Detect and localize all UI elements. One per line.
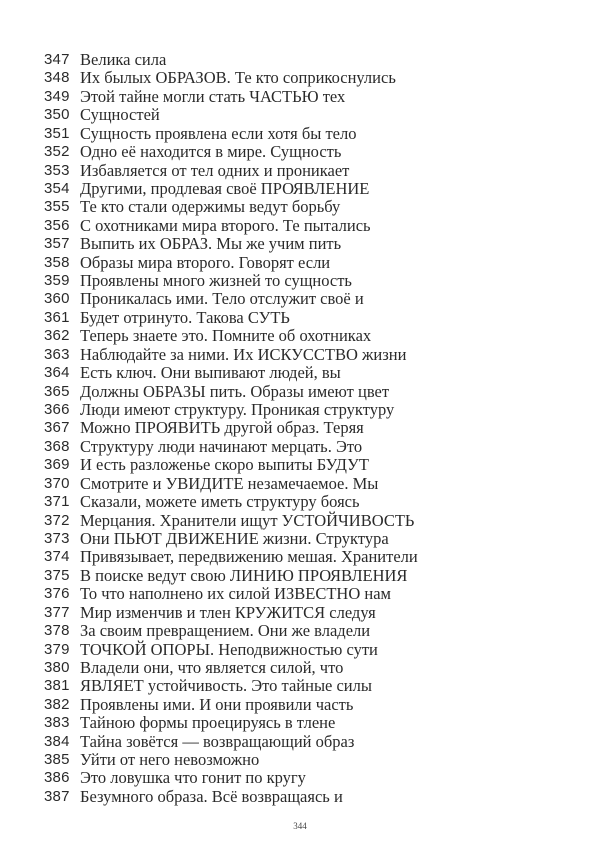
text-line <box>0 180 600 198</box>
line-number: 366 <box>44 401 70 419</box>
text-line <box>0 383 600 401</box>
text-line <box>0 235 600 253</box>
line-text: Тайною формы проецируясь в тлене <box>80 713 336 733</box>
line-text: Сказали, можете иметь структуру боясь <box>80 492 360 512</box>
line-text: Выпить их ОБРАЗ. Мы же учим пить <box>80 234 342 254</box>
line-text: ТОЧКОЙ ОПОРЫ. Неподвижностью сути <box>80 639 378 659</box>
line-number: 363 <box>44 345 70 363</box>
text-line <box>0 585 600 603</box>
line-text: Привязывает, передвижению мешая. Хранители <box>80 547 418 567</box>
text-line <box>0 217 600 235</box>
line-number: 356 <box>44 216 70 234</box>
line-text: За своим превращением. Они же владели <box>80 621 371 641</box>
line-number: 360 <box>44 290 70 308</box>
line-number: 348 <box>44 69 70 87</box>
line-number: 349 <box>44 87 70 105</box>
text-line <box>0 143 600 161</box>
line-text: Структуру люди начинают мерцать. Это <box>80 436 363 456</box>
text-line <box>0 659 600 677</box>
text-line <box>0 290 600 308</box>
line-number: 386 <box>44 769 70 787</box>
line-text: Проявлены ими. И они проявили часть <box>80 694 354 714</box>
line-number: 367 <box>44 419 70 437</box>
line-number: 361 <box>44 308 70 326</box>
text-line <box>0 733 600 751</box>
line-number: 359 <box>44 272 70 290</box>
page-number: 344 <box>293 821 307 831</box>
line-text: Одно её находится в мире. Сущность <box>80 142 342 162</box>
line-number: 347 <box>44 51 70 68</box>
line-number: 377 <box>44 603 70 621</box>
line-text: Это ловушка что гонит по кругу <box>80 768 306 788</box>
line-text: Другими, продлевая своё ПРОЯВЛЕНИЕ <box>80 178 370 198</box>
text-line <box>0 751 600 769</box>
line-number: 373 <box>44 529 70 547</box>
text-line <box>0 769 600 787</box>
line-number: 380 <box>44 658 70 676</box>
text-line <box>0 401 600 419</box>
line-text: Проникалась ими. Тело отслужит своё и <box>80 289 364 309</box>
text-line <box>0 88 600 106</box>
line-number: 375 <box>44 566 70 584</box>
line-number: 364 <box>44 364 70 382</box>
text-line <box>0 622 600 640</box>
line-text: Уйти от него невозможно <box>80 750 260 770</box>
text-line <box>0 530 600 548</box>
line-text: Наблюдайте за ними. Их ИСКУССТВО жизни <box>80 344 407 364</box>
text-line <box>0 69 600 87</box>
line-number: 352 <box>44 143 70 161</box>
line-number: 358 <box>44 253 70 271</box>
text-line <box>0 346 600 364</box>
line-number: 355 <box>44 198 70 216</box>
line-text: Тайна зовётся — возвращающий образ <box>80 731 355 751</box>
line-text: Велика сила <box>80 50 167 69</box>
line-text: Смотрите и УВИДИТЕ незамечаемое. Мы <box>80 473 379 493</box>
line-number: 384 <box>44 732 70 750</box>
line-text: Они ПЬЮТ ДВИЖЕНИЕ жизни. Структура <box>80 528 389 548</box>
text-line <box>0 162 600 180</box>
text-line <box>0 696 600 714</box>
line-text: Сущность проявлена если хотя бы тело <box>80 123 357 143</box>
line-text: Мерцания. Хранители ищут УСТОЙЧИВОСТЬ <box>80 510 415 530</box>
line-text: В поиске ведут свою ЛИНИЮ ПРОЯВЛЕНИЯ <box>80 565 408 585</box>
text-line <box>0 419 600 437</box>
text-line <box>0 272 600 290</box>
poem-lines <box>0 51 600 806</box>
text-line <box>0 327 600 345</box>
line-text: Проявлены много жизней то сущность <box>80 271 352 291</box>
line-text: Мир изменчив и тлен КРУЖИТСЯ следуя <box>80 602 376 622</box>
text-line <box>0 641 600 659</box>
line-number: 365 <box>44 382 70 400</box>
line-text: Можно ПРОЯВИТЬ другой образ. Теряя <box>80 418 364 438</box>
line-number: 350 <box>44 106 70 124</box>
text-line <box>0 475 600 493</box>
text-line <box>0 364 600 382</box>
line-number: 379 <box>44 640 70 658</box>
line-text: То что наполнено их силой ИЗВЕСТНО нам <box>80 584 391 604</box>
line-number: 362 <box>44 327 70 345</box>
line-number: 369 <box>44 456 70 474</box>
text-line <box>0 714 600 732</box>
line-text: Сущностей <box>80 105 160 125</box>
line-number: 382 <box>44 695 70 713</box>
line-text: Образы мира второго. Говорят если <box>80 252 331 272</box>
line-number: 387 <box>44 787 70 805</box>
line-number: 371 <box>44 493 70 511</box>
text-line <box>0 567 600 585</box>
text-line <box>0 198 600 216</box>
line-number: 385 <box>44 751 70 769</box>
line-text: Те кто стали одержимы ведут борьбу <box>80 197 341 217</box>
line-text: ЯВЛЯЕТ устойчивость. Это тайные силы <box>80 676 372 696</box>
line-text: Безумного образа. Всё возвращаясь и <box>80 786 343 806</box>
text-line <box>0 309 600 327</box>
line-number: 368 <box>44 437 70 455</box>
line-number: 378 <box>44 622 70 640</box>
line-text: Будет отринуто. Такова СУТЬ <box>80 307 290 327</box>
line-text: Этой тайне могли стать ЧАСТЬЮ тех <box>80 86 346 106</box>
line-number: 354 <box>44 179 70 197</box>
line-number: 370 <box>44 474 70 492</box>
line-number: 357 <box>44 235 70 253</box>
text-line <box>0 125 600 143</box>
text-line <box>0 788 600 806</box>
line-number: 353 <box>44 161 70 179</box>
text-line <box>0 51 600 69</box>
line-text: Их былых ОБРАЗОВ. Те кто соприкоснулись <box>80 68 396 88</box>
line-text: Владели они, что является силой, что <box>80 657 344 677</box>
text-line <box>0 548 600 566</box>
line-text: Теперь знаете это. Помните об охотниках <box>80 326 372 346</box>
line-number: 383 <box>44 714 70 732</box>
line-number: 381 <box>44 677 70 695</box>
text-line <box>0 512 600 530</box>
line-text: И есть разложенье скоро выпиты БУДУТ <box>80 455 369 475</box>
text-line <box>0 677 600 695</box>
text-line <box>0 493 600 511</box>
text-line <box>0 438 600 456</box>
line-text: Избавляется от тел одних и проникает <box>80 160 350 180</box>
line-number: 372 <box>44 511 70 529</box>
text-line <box>0 106 600 124</box>
line-number: 376 <box>44 585 70 603</box>
text-line <box>0 254 600 272</box>
text-line <box>0 456 600 474</box>
text-line <box>0 604 600 622</box>
line-text: Должны ОБРАЗЫ пить. Образы имеют цвет <box>80 381 390 401</box>
line-number: 374 <box>44 548 70 566</box>
line-text: С охотниками мира второго. Те пытались <box>80 215 371 235</box>
line-text: Люди имеют структуру. Проникая структуру <box>80 400 395 420</box>
line-text: Есть ключ. Они выпивают людей, вы <box>80 363 341 383</box>
line-number: 351 <box>44 124 70 142</box>
